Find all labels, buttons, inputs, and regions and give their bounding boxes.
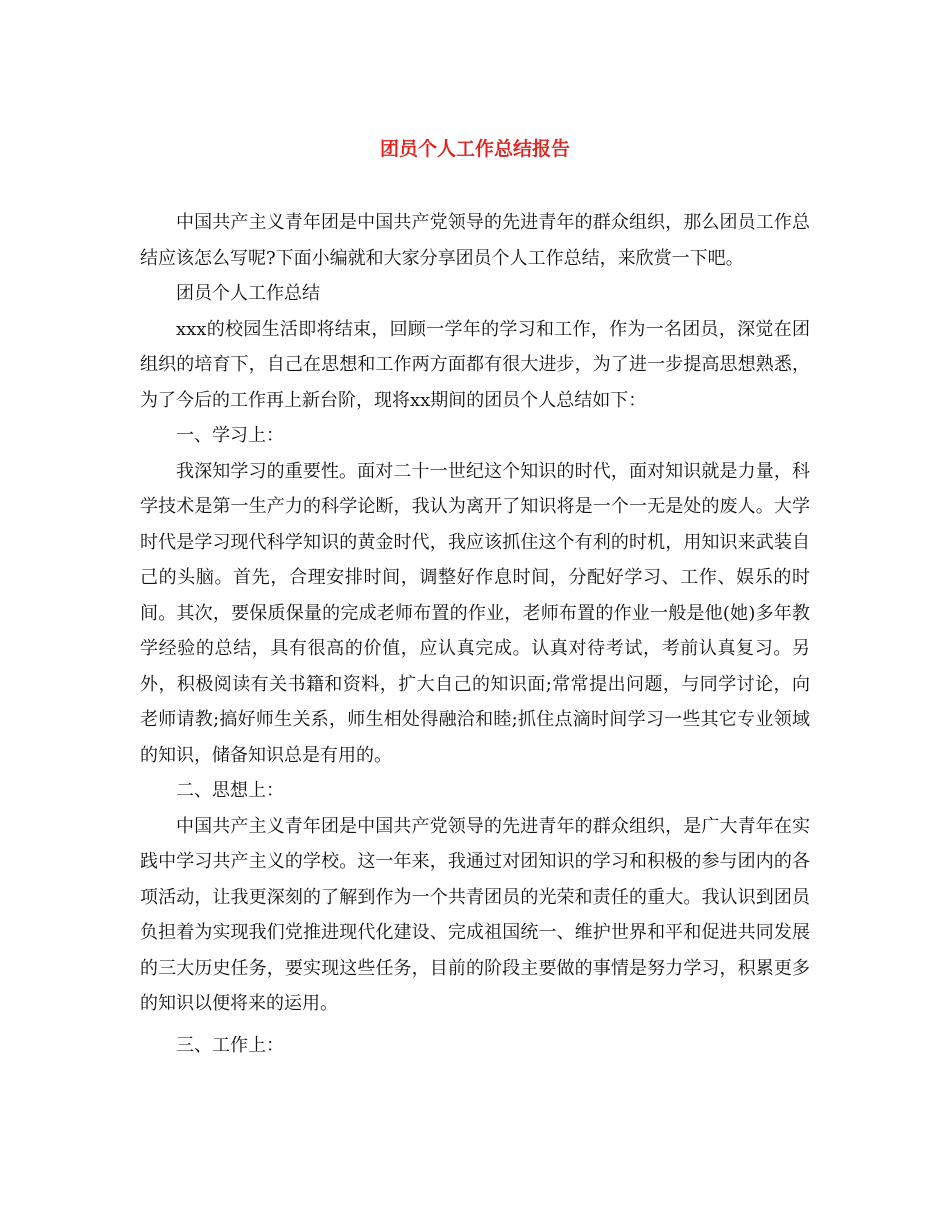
- section-heading-work: 三、工作上：: [176, 1034, 284, 1056]
- section-paragraph-thought: 中国共产主义青年团是中国共产党领导的先进青年的群众组织，是广大青年在实践中学习共产主义的学校。这一年来，我通过对团知识的学习和积极的参与团内的各项活动，让我更深刻的了解到作为一个共青团员的光荣和责任的重大。我认识到团员负担着为实现我们党推进现代化建设、完成祖国统一、维护世界和平和促进共同发展的三大历史任务，要实现这些任务，目前的阶段主要做的事情是努力学习，积累更多的知识以便将来的运用。: [140, 815, 810, 1014]
- section-heading-thought: 二、思想上：: [176, 780, 284, 801]
- section-paragraph-study: 我深知学习的重要性。面对二十一世纪这个知识的时代，面对知识就是力量，科学技术是第一生产力的科学论断，我认为离开了知识将是一个一无是处的废人。大学时代是学习现代科学知识的黄金时代，我应该抓住这个有利的时机，用知识来武装自己的头脑。首先，合理安排时间，调整好作息时间，分配好学习、工作、娱乐的时间。其次，要保质保量的完成老师布置的作业，老师布置的作业一般是他(她)多年教学经验的总结，具有很高的价值，应认真完成。认真对待考试，考前认真复习。另外，积极阅读有关书籍和资料，扩大自己的知识面;常常提出问题，与同学讨论，向老师请教;搞好师生关系，师生相处得融洽和睦;抓住点滴时间学习一些其它专业领域的知识，储备知识总是有用的。: [140, 460, 810, 766]
- intro-paragraph: 中国共产主义青年团是中国共产党领导的先进青年的群众组织，那么团员工作总结应该怎么写呢?下面小编就和大家分享团员个人工作总结，来欣赏一下吧。: [140, 212, 810, 269]
- document-title: 团员个人工作总结报告: [379, 138, 570, 160]
- opening-paragraph: xxx的校园生活即将结束，回顾一学年的学习和工作，作为一名团员，深觉在团组织的培育下，自己在思想和工作两方面都有很大进步，为了进一步提高思想熟悉，为了今后的工作再上新台阶，现将xx期间的团员个人总结如下：: [140, 318, 810, 411]
- document-body: [140, 205, 810, 1063]
- section-heading-study: 一、学习上：: [176, 425, 284, 446]
- subtitle-line: 团员个人工作总结: [176, 283, 320, 304]
